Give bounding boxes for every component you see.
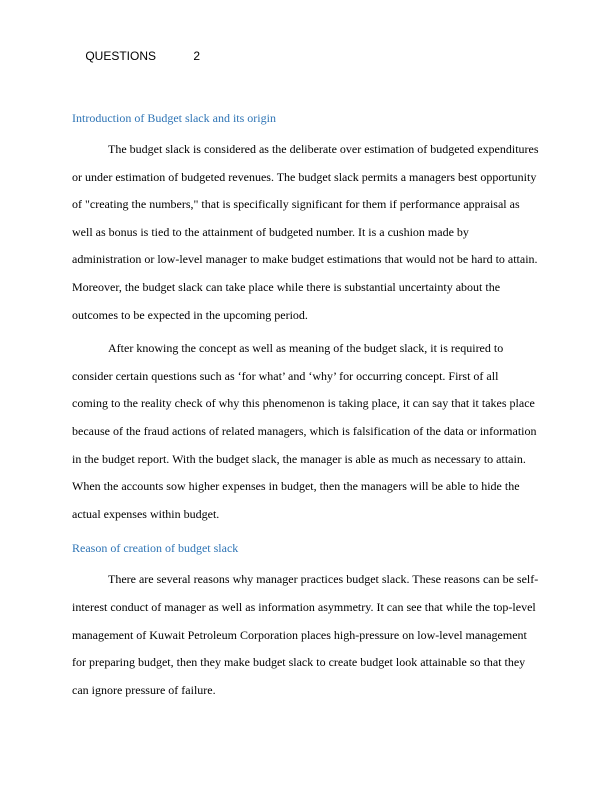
section-heading: Reason of creation of budget slack [72, 541, 239, 556]
text-line: outcomes to be expected in the upcoming period. [72, 307, 308, 322]
section-heading: Introduction of Budget slack and its origin [72, 111, 276, 125]
paragraph [72, 335, 540, 528]
text-line: for preparing budget, then they make budget slack to create budget look attainable so that they [72, 655, 526, 670]
text-line: The budget slack is considered as the deliberate over estimation of budgeted expenditures [108, 142, 539, 156]
text-line: coming to the reality check of why this phenomenon is taking place, it can say that it takes place [72, 396, 535, 411]
text-line: When the accounts sow higher expenses in budget, then the managers will be able to hide the [72, 479, 520, 494]
text-line: consider certain questions such as ‘for what’ and ‘why’ for occurring concept. First of all [72, 368, 499, 383]
paragraph [72, 136, 540, 329]
text-line: There are several reasons why manager practices budget slack. These reasons can be self- [108, 572, 539, 587]
text-line: can ignore pressure of failure. [72, 682, 216, 697]
header-title: QUESTIONS [85, 49, 157, 63]
section-reason [72, 534, 540, 704]
text-line: in the budget report. With the budget slack, the manager is able as much as necessary to attain. [72, 451, 526, 466]
paragraph [72, 566, 540, 704]
text-line: Moreover, the budget slack can take place while there is substantial uncertainty about the [72, 279, 501, 294]
text-line: well as bonus is tied to the attainment of budgeted number. It is a cushion made by [72, 224, 469, 239]
text-line: because of the fraud actions of related managers, which is falsification of the data or information [72, 423, 537, 438]
text-line: administration or low-level manager to make budget estimations that would not be hard to attain. [72, 252, 538, 267]
text-line: of "creating the numbers," that is specifically significant for them if performance appraisal as [72, 197, 520, 212]
running-header [72, 35, 200, 77]
section-introduction [72, 104, 540, 528]
text-line: management of Kuwait Petroleum Corporation places high-pressure on low-level management [72, 627, 527, 642]
header-page-number: 2 [193, 49, 201, 63]
text-line: After knowing the concept as well as meaning of the budget slack, it is required to [108, 341, 504, 356]
text-line: actual expenses within budget. [72, 506, 220, 521]
text-line: interest conduct of manager as well as information asymmetry. It can see that while the top-level [72, 599, 536, 614]
text-line: or under estimation of budgeted revenues. The budget slack permits a managers best opportunity [72, 169, 537, 184]
document-body [72, 104, 540, 704]
